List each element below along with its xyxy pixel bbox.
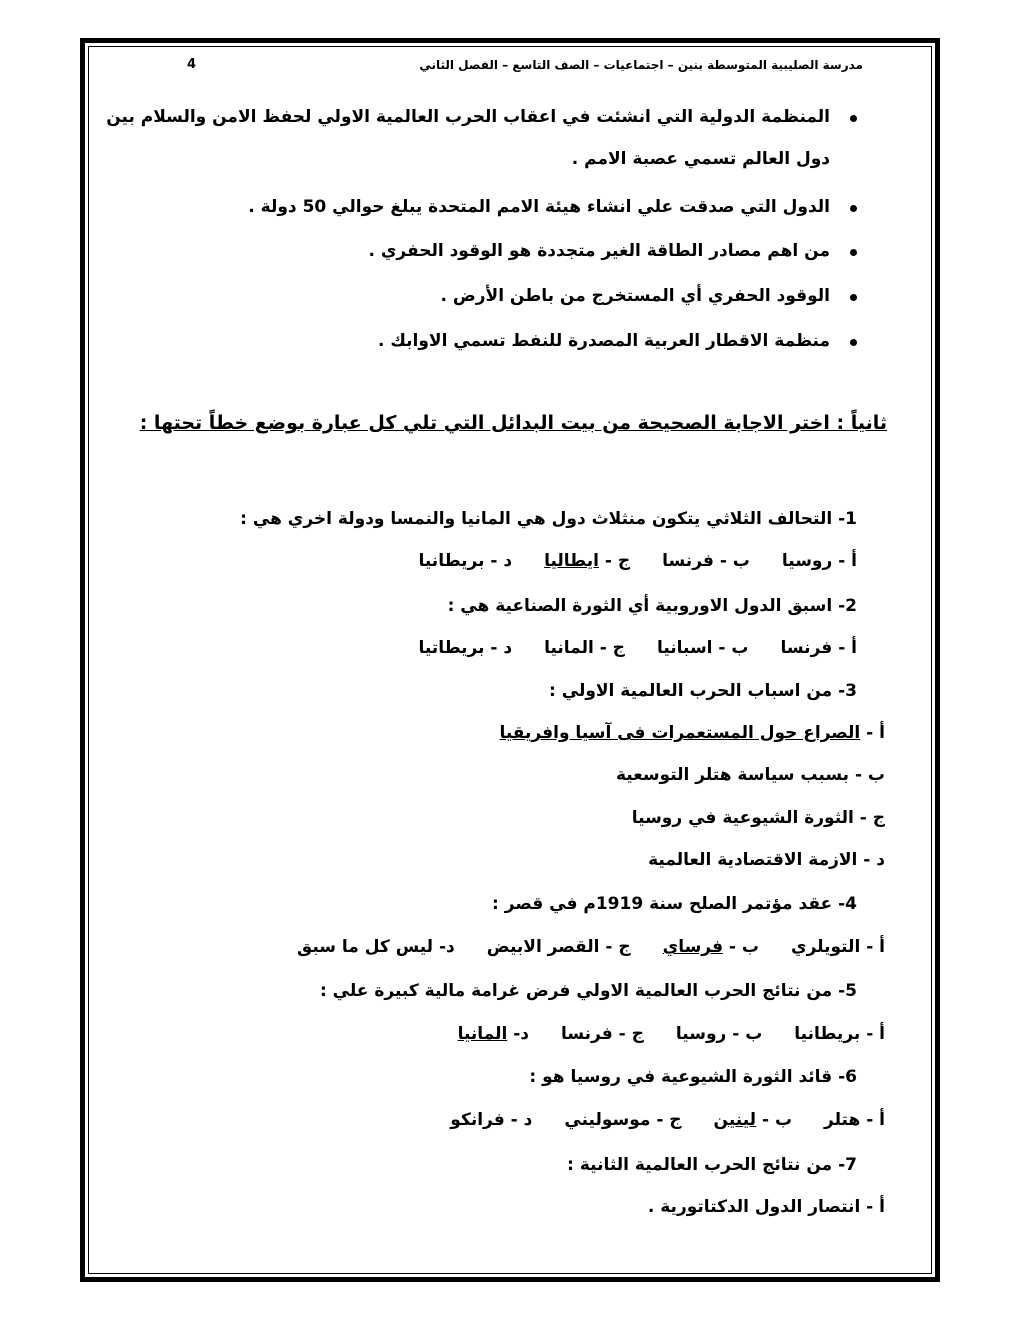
question-3-option-c: ج - الثورة الشيوعية في روسيا bbox=[631, 808, 885, 828]
header-title: مدرسة الصليبية المتوسطة بنين – اجتماعيات – الصف التاسع – الفصل الثاني bbox=[419, 58, 863, 72]
question-2-options bbox=[386, 637, 857, 659]
bullet-text-2: الدول التي صدقت علي انشاء هيئة الامم المتحدة يبلغ حوالي 50 دولة . bbox=[248, 197, 830, 217]
option-prefix: ب - bbox=[756, 1110, 793, 1130]
correct-answer: الصراع حول المستعمرات فى آسيا وافريقيا bbox=[499, 723, 861, 743]
option: ج - القصر الابيض bbox=[486, 937, 631, 957]
option: أ - روسيا bbox=[781, 551, 857, 571]
option: أ - التويلري bbox=[790, 937, 885, 957]
question-5: 5- من نتائج الحرب العالمية الاولي فرض غرامة مالية كبيرة علي : bbox=[319, 981, 857, 1001]
option: د - بريطاتيا bbox=[418, 638, 513, 658]
option: د- ليس كل ما سبق bbox=[297, 937, 455, 957]
bullet-dot bbox=[850, 115, 857, 122]
option: ج - فرنسا bbox=[560, 1024, 644, 1044]
question-7: 7- من نتائج الحرب العالمية الثانية : bbox=[567, 1155, 857, 1175]
option: ج - المانيا bbox=[544, 638, 625, 658]
question-3-option-a bbox=[499, 722, 885, 744]
option: ب - فرنسا bbox=[662, 551, 750, 571]
question-4: 4- عقد مؤتمر الصلح سنة 1919م في قصر : bbox=[492, 894, 857, 914]
correct-answer: المانيا bbox=[457, 1024, 508, 1044]
bullet-dot bbox=[850, 249, 857, 256]
correct-answer: ايطاليا bbox=[544, 551, 599, 571]
bullet-dot bbox=[850, 294, 857, 301]
question-2: 2- اسبق الدول الاوروبية أي الثورة الصناعية هي : bbox=[447, 596, 857, 616]
correct-answer: لينين bbox=[713, 1110, 757, 1130]
question-6: 6- قائد الثورة الشيوعية في روسيا هو : bbox=[529, 1067, 857, 1087]
question-6-options bbox=[418, 1109, 885, 1131]
bullet-dot bbox=[850, 205, 857, 212]
option: أ - فرنسا bbox=[780, 638, 857, 658]
option-prefix: أ - bbox=[860, 723, 885, 743]
question-3-option-d: د - الازمة الاقتصادية العالمية bbox=[648, 850, 885, 870]
option: ج - موسوليني bbox=[564, 1110, 682, 1130]
bullet-text-3: من اهم مصادر الطاقة الغير متجددة هو الوقود الحفري . bbox=[368, 241, 830, 261]
option: ب - اسبانيا bbox=[656, 638, 749, 658]
bullet-dot bbox=[850, 339, 857, 346]
option-prefix: د- bbox=[507, 1024, 529, 1044]
option: أ - بريطانيا bbox=[794, 1024, 885, 1044]
section-heading: ثانياً : اختر الاجابة الصحيحة من بيت البدائل التي تلي كل عبارة بوضع خطاً تحتها : bbox=[139, 412, 887, 434]
document-page bbox=[95, 50, 925, 1270]
question-1: 1- التحالف الثلاثي يتكون منثلاث دول هي المانيا والنمسا ودولة اخري هي : bbox=[240, 509, 857, 529]
bullet-text-5: منظمة الاقطار العربية المصدرة للنفط تسمي الاوابك . bbox=[377, 331, 830, 351]
question-3-option-b: ب - بسبب سياسة هتلر التوسعية bbox=[615, 765, 885, 785]
page-number: 4 bbox=[187, 57, 197, 72]
option: د - بريطانيا bbox=[418, 551, 513, 571]
bullet-text-4: الوقود الحفري أي المستخرج من باطن الأرض . bbox=[440, 286, 830, 306]
correct-answer: فرساي bbox=[662, 937, 723, 957]
question-5-options bbox=[458, 1023, 885, 1045]
option: د - فرانكو bbox=[450, 1110, 533, 1130]
option: أ - هتلر bbox=[824, 1110, 885, 1130]
bullet-text-1-cont: دول العالم تسمي عصبة الامم . bbox=[571, 149, 830, 169]
question-3: 3- من اسباب الحرب العالمية الاولي : bbox=[549, 681, 857, 701]
question-7-option-a: أ - انتصار الدول الدكتاتورية . bbox=[647, 1197, 885, 1217]
bullet-text-1: المنظمة الدولية التي انشئت في اعقاب الحرب العالمية الاولي لحفظ الامن والسلام بين bbox=[106, 107, 830, 127]
option: ب - روسيا bbox=[675, 1024, 763, 1044]
question-4-options bbox=[265, 936, 885, 958]
option-prefix: ب - bbox=[723, 937, 759, 957]
question-1-options bbox=[386, 550, 857, 572]
option-prefix: ج - bbox=[598, 551, 631, 571]
